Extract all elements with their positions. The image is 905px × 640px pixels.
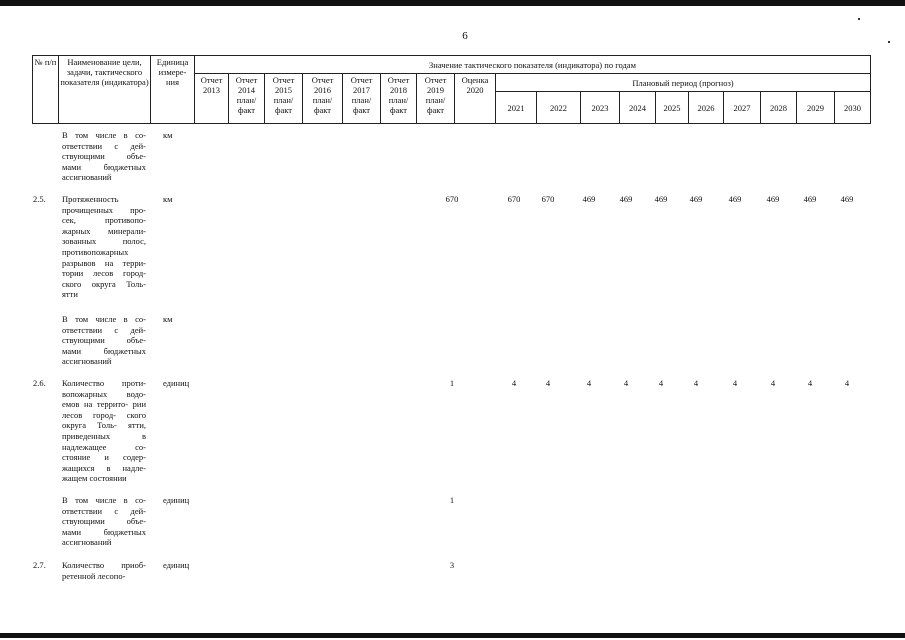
header-report-2017: Отчет 2017 план/ факт	[343, 74, 381, 124]
estimate-2020-value: 1	[449, 378, 455, 388]
plan-value: 4	[511, 378, 517, 388]
scan-dot	[888, 41, 890, 43]
table-header	[32, 55, 871, 124]
plan-value: 469	[619, 194, 633, 204]
header-unit: Единица измере- ния	[151, 56, 195, 124]
bottom-border	[0, 633, 905, 638]
plan-value: 4	[807, 378, 813, 388]
page-number: 6	[462, 30, 468, 42]
plan-value: 469	[654, 194, 668, 204]
header-year: 2027	[724, 92, 761, 124]
plan-value: 469	[766, 194, 780, 204]
header-year: 2024	[620, 92, 656, 124]
header-report-2016: Отчет 2016 план/ факт	[303, 74, 343, 124]
header-year: 2022	[537, 92, 581, 124]
header-year: 2026	[689, 92, 724, 124]
header-report-2014: Отчет 2014 план/ факт	[229, 74, 265, 124]
header-name: Наименование цели, задачи, тактического показателя (индикатора)	[59, 56, 151, 124]
scan-dot	[858, 18, 860, 20]
indicator-name: Количество проти- вопожарных водо- емов на террито- рии лесов город- ского округа Толь- ятти, приведенных в надлежащее со- стояние и содер- жащихся в надле- жащем состоянии	[62, 378, 146, 484]
row-number: 2.5.	[33, 194, 46, 204]
plan-value: 4	[623, 378, 629, 388]
unit-cell: км	[163, 194, 173, 204]
header-year: 2028	[761, 92, 797, 124]
unit-cell: единиц	[163, 495, 190, 505]
row-number: 2.6.	[33, 378, 46, 388]
plan-value: 469	[803, 194, 817, 204]
plan-value: 469	[582, 194, 596, 204]
plan-value: 469	[728, 194, 742, 204]
plan-value: 469	[840, 194, 854, 204]
unit-cell: единиц	[163, 378, 190, 388]
unit-cell: км	[163, 130, 173, 140]
header-year: 2025	[656, 92, 689, 124]
plan-value: 4	[586, 378, 592, 388]
header-year: 2030	[835, 92, 871, 124]
header-report-2015: Отчет 2015 план/ факт	[265, 74, 303, 124]
unit-cell: единиц	[163, 560, 190, 570]
plan-value: 4	[732, 378, 738, 388]
unit-cell: км	[163, 314, 173, 324]
header-num: № п/п	[33, 56, 59, 124]
header-values-title: Значение тактического показателя (индикатора) по годам	[195, 56, 871, 74]
plan-value: 670	[507, 194, 521, 204]
header-year: 2021	[496, 92, 537, 124]
estimate-2020-value: 3	[449, 560, 455, 570]
plan-value: 4	[545, 378, 551, 388]
table-body	[32, 128, 872, 628]
indicator-name: В том числе в со- ответствии с дей- ствующими объе- мами бюджетных ассигнований	[62, 495, 146, 548]
row-number: 2.7.	[33, 560, 46, 570]
plan-value: 4	[658, 378, 664, 388]
indicator-name: В том числе в со- ответствии с дей- ствующими объе- мами бюджетных ассигнований	[62, 130, 146, 183]
indicator-name: Протяженность прочищенных про- сек, противопо- жарных минерали- зованных полос, противопожарных разрывов на терри- тории лесов город- ского округа Толь- ятти	[62, 194, 146, 300]
plan-value: 4	[844, 378, 850, 388]
plan-value: 469	[689, 194, 703, 204]
header-plan-period: Плановый период (прогноз)	[496, 74, 871, 92]
estimate-2020-value: 1	[449, 495, 455, 505]
header-report-2013: Отчет 2013	[195, 74, 229, 124]
plan-value: 4	[770, 378, 776, 388]
indicator-name: Количество приоб- ретенной лесопо-	[62, 560, 146, 581]
header-report-2018: Отчет 2018 план/ факт	[381, 74, 417, 124]
header-estimate-2020: Оценка 2020	[455, 74, 496, 124]
plan-value: 670	[541, 194, 555, 204]
top-border	[0, 0, 905, 6]
estimate-2020-value: 670	[445, 194, 459, 204]
indicator-name: В том числе в со- ответствии с дей- ствующими объе- мами бюджетных ассигнований	[62, 314, 146, 367]
header-year: 2029	[797, 92, 835, 124]
header-year: 2023	[581, 92, 620, 124]
plan-value: 4	[693, 378, 699, 388]
header-report-2019: Отчет 2019 план/ факт	[417, 74, 455, 124]
